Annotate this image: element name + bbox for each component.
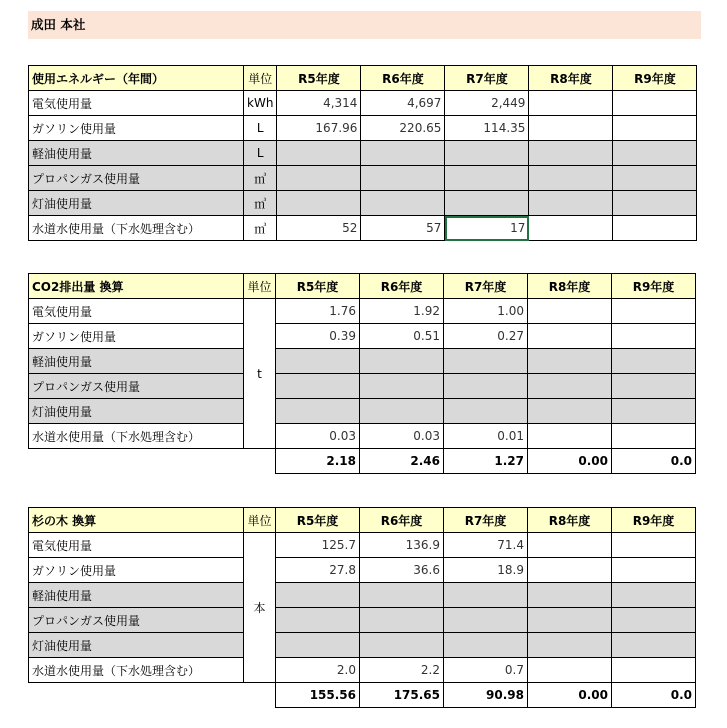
total-cell[interactable]: 1.27 xyxy=(444,449,528,474)
unit-cell[interactable]: kWh xyxy=(244,91,277,116)
table-row xyxy=(29,349,696,374)
co2-table xyxy=(28,273,696,474)
value-cell[interactable]: 2.2 xyxy=(360,658,444,683)
value-cell[interactable] xyxy=(613,166,697,191)
value-cell[interactable] xyxy=(276,374,360,399)
co2-header-cell[interactable]: CO2排出量 換算 xyxy=(29,274,244,299)
value-cell[interactable] xyxy=(277,166,361,191)
table-row xyxy=(29,633,696,658)
value-cell[interactable]: 0.39 xyxy=(276,324,360,349)
value-cell[interactable]: 4,314 xyxy=(277,91,361,116)
value-cell[interactable] xyxy=(361,166,445,191)
row-label-cell[interactable]: 灯油使用量 xyxy=(29,191,244,216)
value-cell[interactable] xyxy=(444,399,528,424)
value-cell[interactable] xyxy=(613,141,697,166)
blank-cell xyxy=(29,683,244,708)
value-cell[interactable] xyxy=(360,374,444,399)
value-cell[interactable]: 52 xyxy=(277,216,361,241)
value-cell[interactable] xyxy=(445,166,529,191)
value-cell[interactable]: 71.4 xyxy=(444,533,528,558)
unit-header-cell[interactable]: 単位 xyxy=(244,274,276,299)
row-label-cell[interactable]: 水道水使用量（下水処理含む） xyxy=(29,216,244,241)
total-row xyxy=(29,683,696,708)
value-cell[interactable] xyxy=(276,608,360,633)
value-cell[interactable] xyxy=(612,533,696,558)
value-cell[interactable] xyxy=(528,583,612,608)
value-cell[interactable] xyxy=(444,374,528,399)
value-cell[interactable] xyxy=(612,583,696,608)
value-cell[interactable] xyxy=(444,608,528,633)
row-label-cell[interactable]: 軽油使用量 xyxy=(29,141,244,166)
value-cell[interactable]: 36.6 xyxy=(360,558,444,583)
value-cell[interactable] xyxy=(528,658,612,683)
value-cell[interactable] xyxy=(276,349,360,374)
total-cell[interactable]: 0.0 xyxy=(612,449,696,474)
row-label-cell[interactable]: 電気使用量 xyxy=(29,533,244,558)
total-cell[interactable]: 2.46 xyxy=(360,449,444,474)
value-cell[interactable]: 0.7 xyxy=(444,658,528,683)
value-cell[interactable] xyxy=(529,166,613,191)
value-cell[interactable] xyxy=(612,633,696,658)
value-cell[interactable] xyxy=(529,141,613,166)
value-cell[interactable] xyxy=(528,424,612,449)
year-header-cell[interactable]: R7年度 xyxy=(444,508,528,533)
value-cell[interactable] xyxy=(528,399,612,424)
value-cell[interactable] xyxy=(612,324,696,349)
table-row xyxy=(29,558,696,583)
row-label-cell[interactable]: プロパンガス使用量 xyxy=(29,608,244,633)
table-row xyxy=(29,324,696,349)
value-cell[interactable] xyxy=(277,141,361,166)
merged-unit-cell[interactable]: t xyxy=(244,299,276,449)
value-cell[interactable] xyxy=(612,658,696,683)
row-label-cell[interactable]: ガソリン使用量 xyxy=(29,324,244,349)
year-header-cell[interactable]: R7年度 xyxy=(444,274,528,299)
value-cell[interactable] xyxy=(528,299,612,324)
value-cell[interactable] xyxy=(361,191,445,216)
value-cell[interactable]: 220.65 xyxy=(361,116,445,141)
table-row xyxy=(29,608,696,633)
value-cell[interactable] xyxy=(528,324,612,349)
value-cell[interactable]: 2,449 xyxy=(445,91,529,116)
value-cell[interactable]: 1.76 xyxy=(276,299,360,324)
year-header-cell[interactable]: R5年度 xyxy=(277,66,361,91)
value-cell[interactable] xyxy=(444,633,528,658)
row-label-cell[interactable]: 電気使用量 xyxy=(29,299,244,324)
value-cell[interactable] xyxy=(276,399,360,424)
value-cell[interactable] xyxy=(360,399,444,424)
row-label-cell[interactable]: 水道水使用量（下水処理含む） xyxy=(29,658,244,683)
table-header-row xyxy=(29,274,696,299)
table-row xyxy=(29,91,697,116)
unit-header-cell[interactable]: 単位 xyxy=(244,66,277,91)
value-cell[interactable] xyxy=(613,116,697,141)
row-label-cell[interactable]: ガソリン使用量 xyxy=(29,558,244,583)
value-cell[interactable] xyxy=(528,349,612,374)
unit-cell[interactable]: L xyxy=(244,116,277,141)
row-label-cell[interactable]: プロパンガス使用量 xyxy=(29,374,244,399)
year-header-cell[interactable]: R5年度 xyxy=(276,508,360,533)
total-row xyxy=(29,449,696,474)
value-cell[interactable]: 1.92 xyxy=(360,299,444,324)
value-cell[interactable]: 0.27 xyxy=(444,324,528,349)
value-cell[interactable] xyxy=(277,191,361,216)
unit-cell[interactable]: ㎥ xyxy=(244,191,277,216)
total-cell[interactable]: 0.0 xyxy=(612,683,696,708)
value-cell[interactable]: 114.35 xyxy=(445,116,529,141)
table-row xyxy=(29,116,697,141)
table-row xyxy=(29,141,697,166)
year-header-cell[interactable]: R7年度 xyxy=(445,66,529,91)
value-cell[interactable] xyxy=(613,191,697,216)
value-cell[interactable]: 2.0 xyxy=(276,658,360,683)
unit-cell[interactable]: ㎥ xyxy=(244,216,277,241)
year-header-cell[interactable]: R8年度 xyxy=(528,274,612,299)
value-cell[interactable] xyxy=(528,608,612,633)
blank-cell xyxy=(244,683,276,708)
value-cell[interactable]: 18.9 xyxy=(444,558,528,583)
total-cell[interactable]: 0.00 xyxy=(528,449,612,474)
value-cell[interactable] xyxy=(360,633,444,658)
table-row xyxy=(29,424,696,449)
year-header-cell[interactable]: R6年度 xyxy=(360,508,444,533)
energy-header-cell[interactable]: 使用エネルギー（年間） xyxy=(29,66,244,91)
value-cell[interactable] xyxy=(612,558,696,583)
table-row xyxy=(29,191,697,216)
value-cell[interactable] xyxy=(529,191,613,216)
value-cell[interactable] xyxy=(445,141,529,166)
value-cell[interactable]: 136.9 xyxy=(360,533,444,558)
table-row xyxy=(29,583,696,608)
value-cell[interactable] xyxy=(528,374,612,399)
year-header-cell[interactable]: R9年度 xyxy=(613,66,697,91)
year-header-cell[interactable]: R5年度 xyxy=(276,274,360,299)
year-header-cell[interactable]: R6年度 xyxy=(361,66,445,91)
year-header-cell[interactable]: R9年度 xyxy=(612,274,696,299)
row-label-cell[interactable]: 水道水使用量（下水処理含む） xyxy=(29,424,244,449)
value-cell[interactable] xyxy=(360,349,444,374)
unit-cell[interactable]: ㎥ xyxy=(244,166,277,191)
year-header-cell[interactable]: R6年度 xyxy=(360,274,444,299)
value-cell[interactable] xyxy=(528,633,612,658)
cedar-table xyxy=(28,507,696,708)
value-cell[interactable]: 27.8 xyxy=(276,558,360,583)
value-cell[interactable]: 167.96 xyxy=(277,116,361,141)
total-cell[interactable]: 90.98 xyxy=(444,683,528,708)
value-cell[interactable] xyxy=(612,608,696,633)
value-cell[interactable]: 125.7 xyxy=(276,533,360,558)
table-row xyxy=(29,299,696,324)
value-cell[interactable] xyxy=(612,349,696,374)
value-cell[interactable] xyxy=(528,558,612,583)
value-cell[interactable]: 1.00 xyxy=(444,299,528,324)
value-cell[interactable] xyxy=(612,424,696,449)
blank-cell xyxy=(29,449,244,474)
value-cell[interactable] xyxy=(276,633,360,658)
year-header-cell[interactable]: R8年度 xyxy=(529,66,613,91)
row-label-cell[interactable]: ガソリン使用量 xyxy=(29,116,244,141)
table-header-row xyxy=(29,508,696,533)
row-label-cell[interactable]: 軽油使用量 xyxy=(29,583,244,608)
year-header-cell[interactable]: R8年度 xyxy=(528,508,612,533)
table-row xyxy=(29,399,696,424)
value-cell[interactable] xyxy=(360,608,444,633)
value-cell[interactable]: 4,697 xyxy=(361,91,445,116)
total-cell[interactable]: 175.65 xyxy=(360,683,444,708)
cedar-header-cell[interactable]: 杉の木 換算 xyxy=(29,508,244,533)
value-cell[interactable]: 0.01 xyxy=(444,424,528,449)
value-cell[interactable]: 0.51 xyxy=(360,324,444,349)
row-label-cell[interactable]: 電気使用量 xyxy=(29,91,244,116)
selected-value-cell[interactable]: 17 xyxy=(445,216,529,241)
table-row xyxy=(29,166,697,191)
value-cell[interactable] xyxy=(529,116,613,141)
value-cell[interactable] xyxy=(276,583,360,608)
value-cell[interactable]: 57 xyxy=(361,216,445,241)
table-header-row xyxy=(29,66,697,91)
value-cell[interactable] xyxy=(444,349,528,374)
row-label-cell[interactable]: 軽油使用量 xyxy=(29,349,244,374)
row-label-cell[interactable]: プロパンガス使用量 xyxy=(29,166,244,191)
value-cell[interactable] xyxy=(529,91,613,116)
year-header-cell[interactable]: R9年度 xyxy=(612,508,696,533)
unit-header-cell[interactable]: 単位 xyxy=(244,508,276,533)
total-cell[interactable]: 2.18 xyxy=(276,449,360,474)
energy-table xyxy=(28,65,697,241)
value-cell[interactable] xyxy=(360,583,444,608)
value-cell[interactable] xyxy=(444,583,528,608)
table-row xyxy=(29,374,696,399)
value-cell[interactable] xyxy=(445,191,529,216)
table-row xyxy=(29,658,696,683)
table-row xyxy=(29,216,697,241)
table-row xyxy=(29,533,696,558)
merged-unit-cell[interactable]: 本 xyxy=(244,533,276,683)
value-cell[interactable] xyxy=(361,141,445,166)
value-cell[interactable] xyxy=(613,91,697,116)
value-cell[interactable] xyxy=(612,299,696,324)
total-cell[interactable]: 0.00 xyxy=(528,683,612,708)
row-label-cell[interactable]: 灯油使用量 xyxy=(29,633,244,658)
value-cell[interactable] xyxy=(612,399,696,424)
sheet-title[interactable]: 成田 本社 xyxy=(28,11,701,39)
value-cell[interactable] xyxy=(612,374,696,399)
total-cell[interactable]: 155.56 xyxy=(276,683,360,708)
value-cell[interactable] xyxy=(528,533,612,558)
value-cell[interactable]: 0.03 xyxy=(360,424,444,449)
unit-cell[interactable]: L xyxy=(244,141,277,166)
value-cell[interactable] xyxy=(529,216,613,241)
blank-cell xyxy=(244,449,276,474)
row-label-cell[interactable]: 灯油使用量 xyxy=(29,399,244,424)
value-cell[interactable]: 0.03 xyxy=(276,424,360,449)
value-cell[interactable] xyxy=(613,216,697,241)
